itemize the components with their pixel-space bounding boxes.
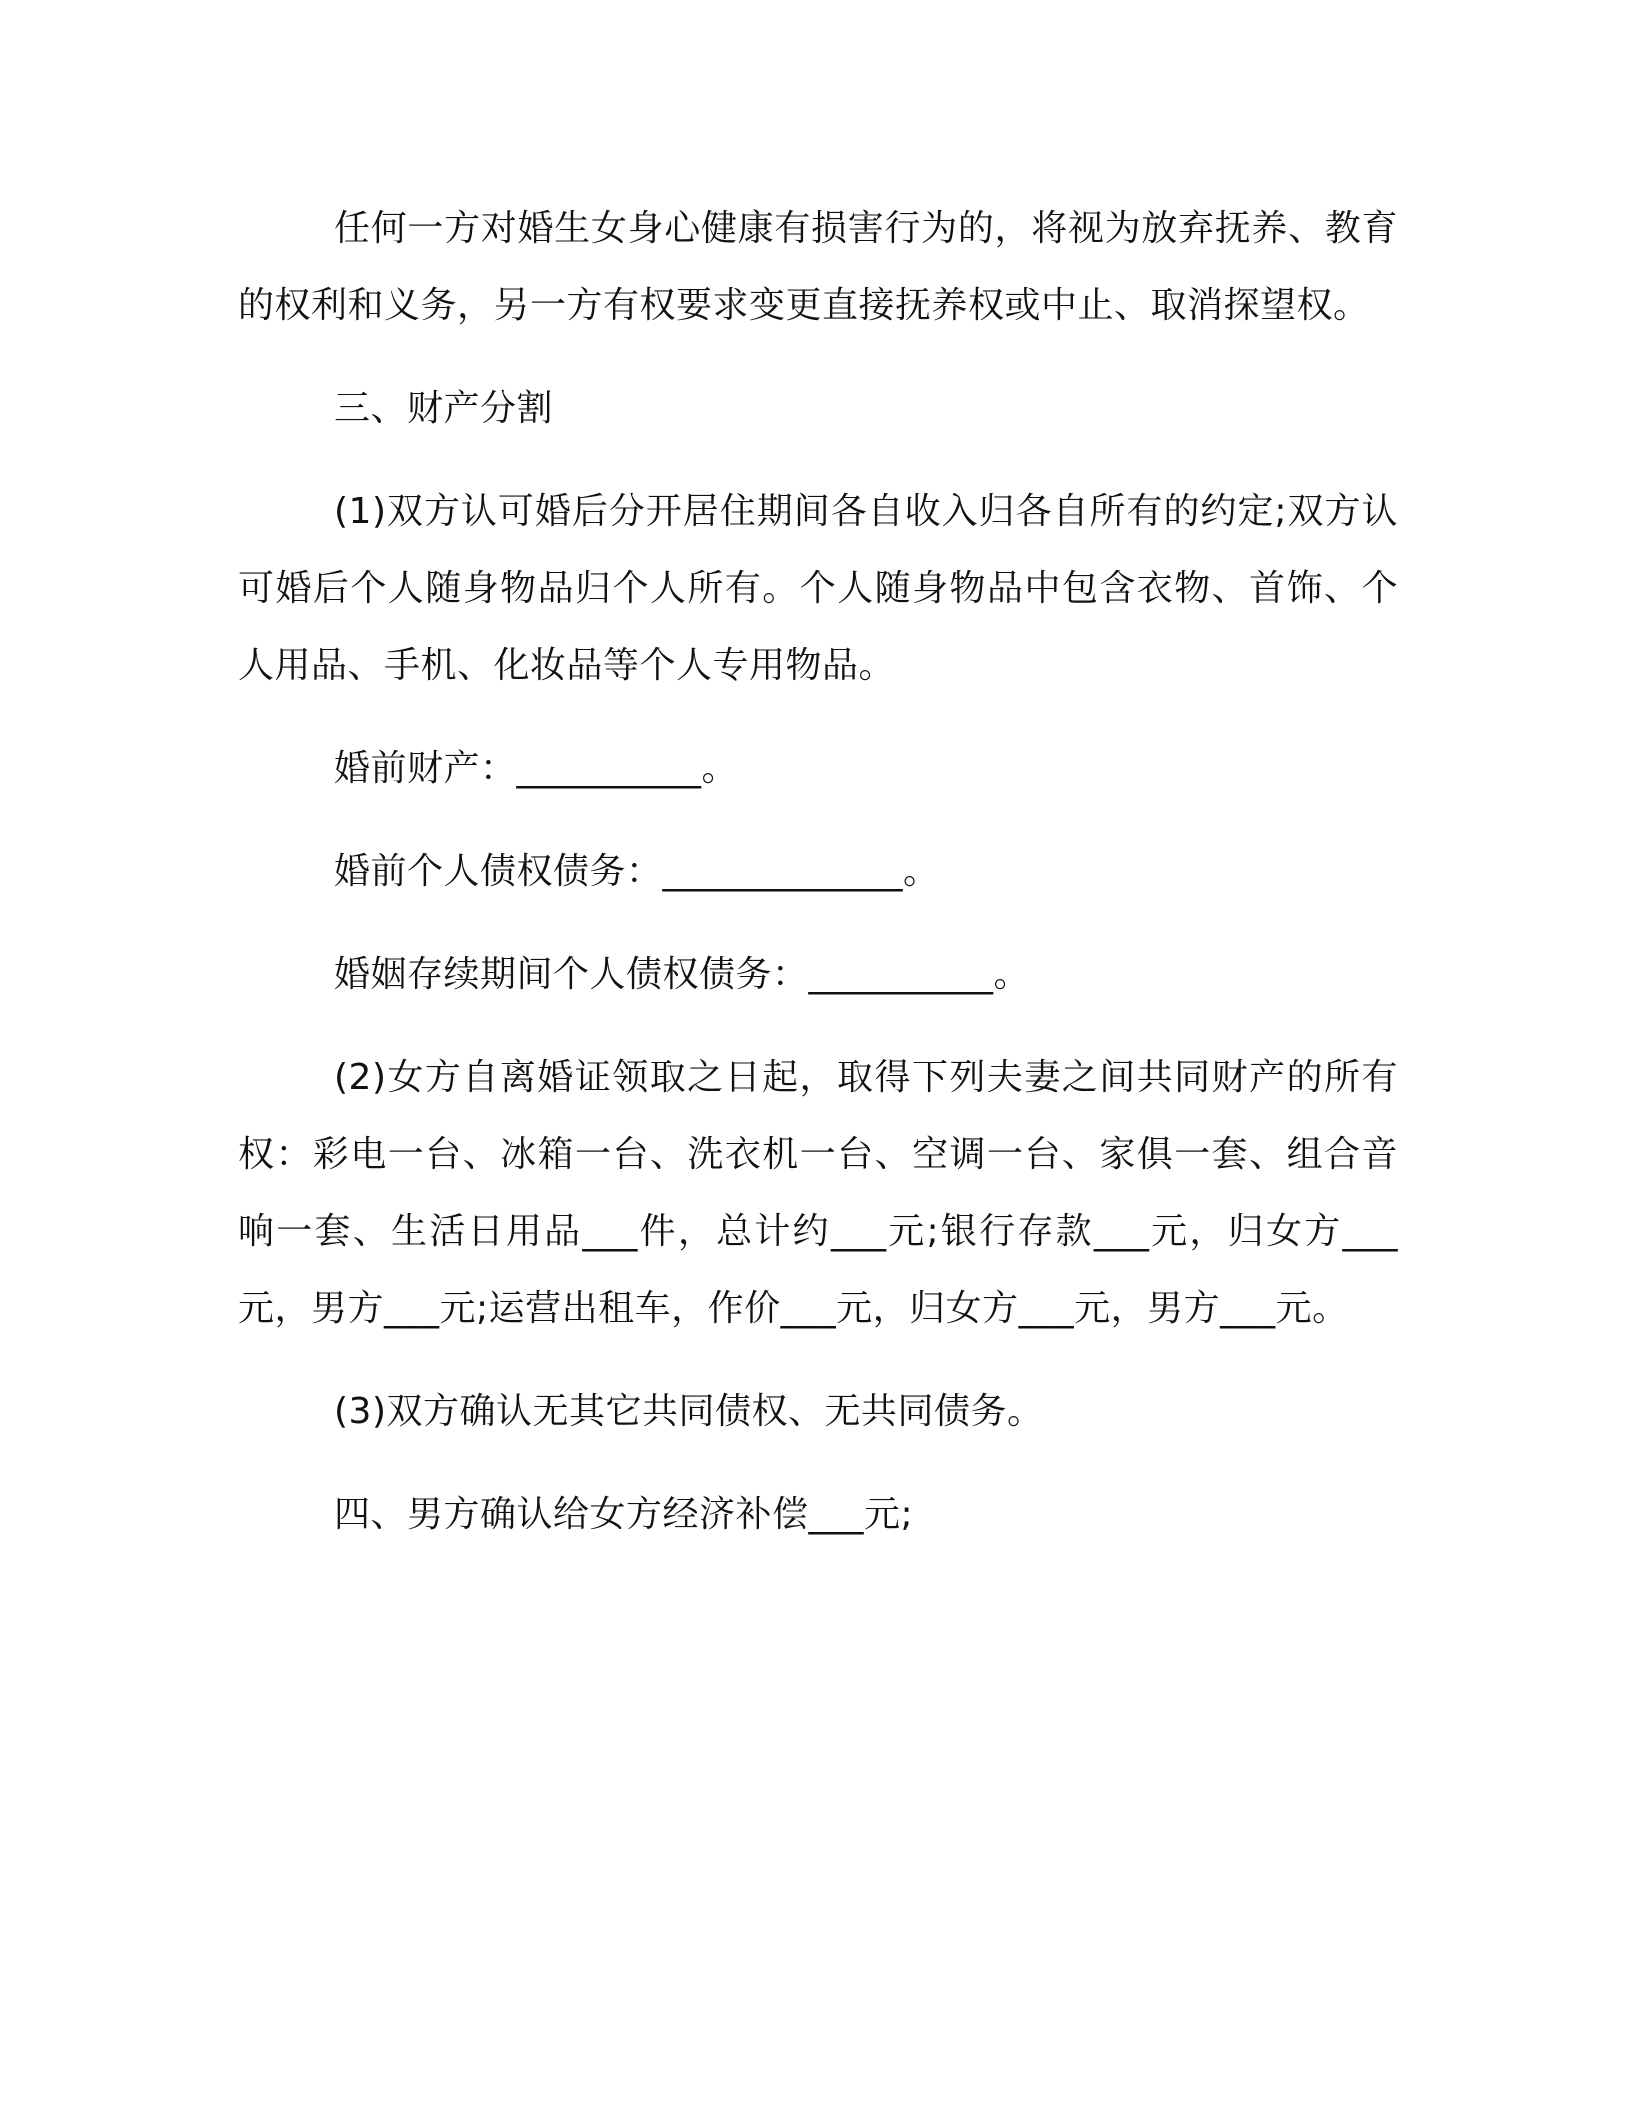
field-premarital-property: 婚前财产：__________。	[334, 748, 739, 789]
paragraph-no-joint-debts: (3)双方确认无其它共同债权、无共同债务。	[334, 1391, 1044, 1432]
paragraph-joint-property-allocation: (2)女方自离婚证领取之日起，取得下列夫妻之间共同财产的所有权：彩电一台、冰箱一台、洗衣机一台、空调一台、家俱一套、组合音响一套、生活日用品___件，总计约___元;银行存款___元，归女方___元，男方___元;运营出租车，作价___元，归女方___元，男方___元。	[238, 1057, 1398, 1329]
paragraph-personal-income-items: (1)双方认可婚后分开居住期间各自收入归各自所有的约定;双方认可婚后个人随身物品归个人所有。个人随身物品中包含衣物、首饰、个人用品、手机、化妆品等个人专用物品。	[238, 491, 1398, 686]
field-marriage-period-debts: 婚姻存续期间个人债权债务：__________。	[334, 954, 1031, 995]
paragraph-custody-forfeiture: 任何一方对婚生女身心健康有损害行为的，将视为放弃抚养、教育的权利和义务，另一方有权要求变更直接抚养权或中止、取消探望权。	[238, 208, 1398, 326]
section-heading-compensation: 四、男方确认给女方经济补偿___元;	[334, 1494, 914, 1535]
document-body	[238, 190, 1398, 1579]
field-premarital-debts: 婚前个人债权债务：_____________。	[334, 851, 940, 892]
section-heading-property-division: 三、财产分割	[334, 388, 554, 429]
